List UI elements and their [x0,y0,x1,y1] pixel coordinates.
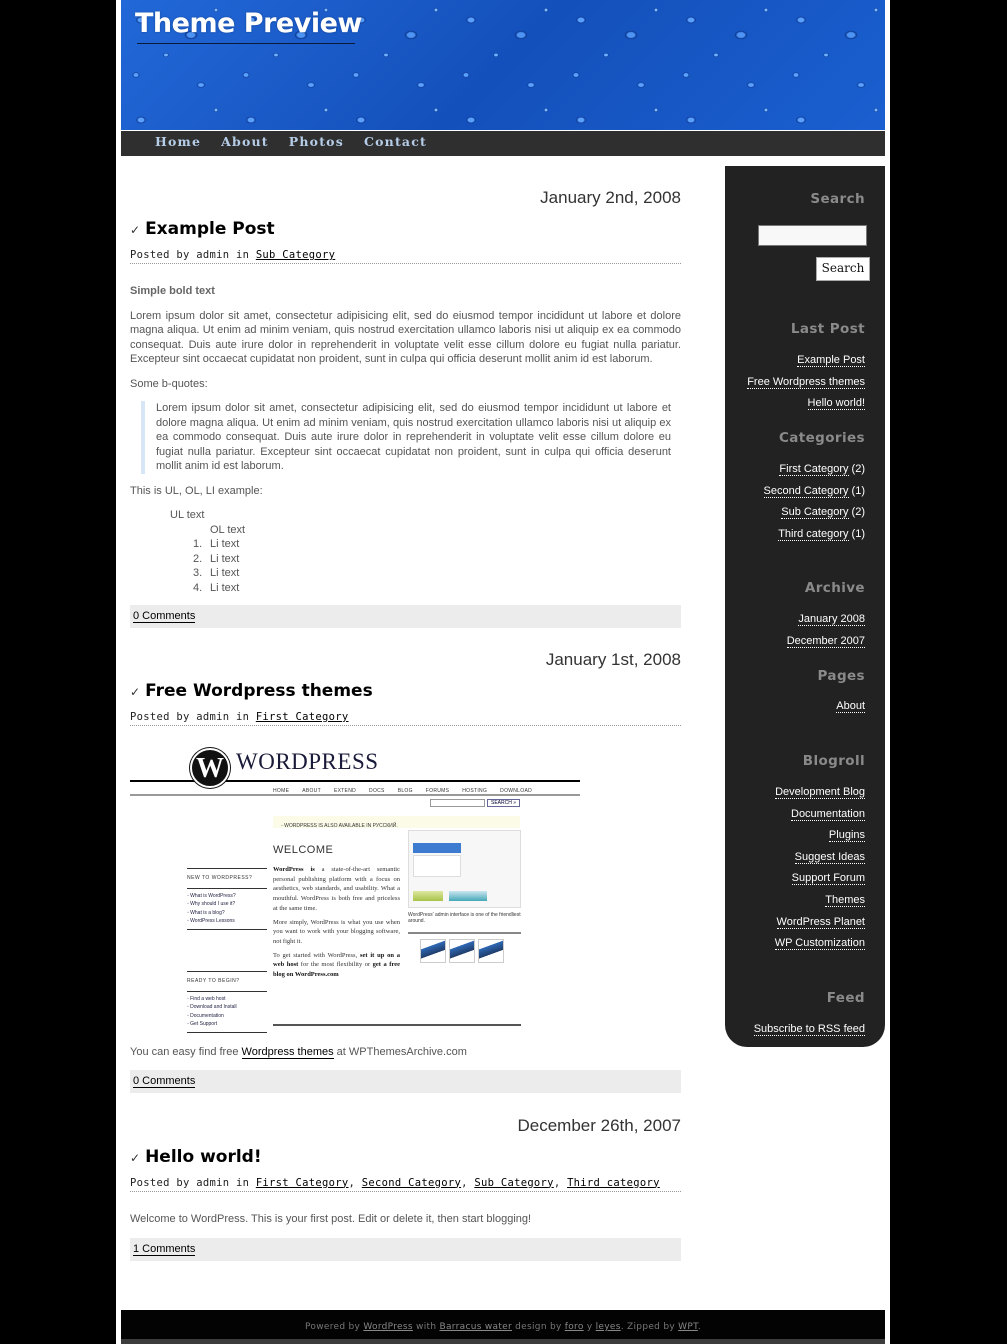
sidebar-heading-feed: Feed [826,990,865,1006]
post-title [130,681,681,701]
admin-thumbnail [408,830,521,908]
checkmark-icon: ✓ [130,685,141,699]
post-title [130,1147,681,1167]
footer-link-wordpress[interactable]: WordPress [363,1322,413,1332]
wordpress-logo-icon: W [190,748,230,788]
title-underline [137,43,355,44]
post-meta [130,711,681,726]
post-title-link[interactable]: Free Wordpress themes [145,681,373,701]
last-post-list [747,354,865,419]
sidebar-heading-pages: Pages [817,668,865,684]
wordpress-wordmark: WORDPRESS [236,749,379,774]
post-example [130,188,681,628]
blockquote: Lorem ipsum dolor sit amet, consectetur adipisicing elit, sed do eiusmod tempor incididunt ut labore et dolore magna aliqua. Ut enim ad minim veniam, quis nostrud exercitation ullamco laboris nisi ut aliquip ex ea commodo consequat. Duis aute irure dolor in reprehenderit in voluptate velit esse cillum dolore eu fugiat nulla pariatur. Excepteur sint occaecat cupidatat non proident, sunt in culpa qui officia deserunt mollit anim id est laborum. [141,401,671,474]
blogroll-list [775,786,865,959]
category-link[interactable]: First Category [255,1176,349,1189]
sidebar-heading-blogroll: Blogroll [802,753,865,769]
header-banner [121,0,885,130]
comments-link[interactable]: 0 Comments [133,610,196,622]
checkmark-icon: ✓ [130,1150,141,1165]
sidebar [725,166,885,1047]
category-link[interactable]: Third category [567,1176,660,1189]
category-link[interactable]: First Category [779,463,849,475]
search-button[interactable]: Search [816,257,870,281]
sidebar-heading-last-post: Last Post [790,321,865,337]
last-post-link[interactable]: Example Post [797,354,865,366]
archive-list [787,613,865,656]
footer-link-leyes[interactable]: leyes [595,1322,621,1332]
nav-photos[interactable]: Photos [288,134,344,149]
blogroll-link[interactable]: Plugins [828,829,865,842]
feed-list [754,1023,865,1045]
paragraph: Lorem ipsum dolor sit amet, consectetur adipisicing elit, sed do eiusmod tempor incididunt ut labore et dolore magna aliqua. Ut enim ad minim veniam, quis nostrud exercitation ullamco laboris nisi ut aliquip ex ea commodo consequat. Duis aute irure dolor in reprehenderit in voluptate velit esse cillum dolore eu fugiat nulla pariatur. Excepteur sint occaecat cupidatat non proident, sunt in culpa qui officia deserunt mollit anim id est laborum. [130,309,681,365]
blogroll-link[interactable]: WordPress Planet [776,915,865,928]
post-entry [130,746,681,1060]
post-date: January 2nd, 2008 [540,188,681,207]
blogroll-link[interactable]: Support Forum [791,872,865,885]
rss-feed-link[interactable]: Subscribe to RSS feed [753,1023,865,1035]
sidebar-heading-categories: Categories [778,430,865,446]
nav-contact[interactable]: Contact [363,134,428,149]
last-post-link[interactable]: Hello world! [807,397,865,410]
main-content [130,160,681,1261]
page-wrapper [116,0,890,1344]
meta-prefix: Posted by admin in [130,711,256,723]
nav-home[interactable]: Home [155,134,202,149]
post-title-link[interactable]: Example Post [145,219,275,239]
bold-heading: Simple bold text [130,285,215,297]
post-meta [130,249,681,264]
wordpress-themes-link[interactable]: Wordpress themes [241,1046,334,1058]
post-title [130,219,681,239]
list-item: 2. Li text [193,552,240,565]
checkmark-icon: ✓ [130,223,141,237]
category-link[interactable]: Sub Category [781,506,849,519]
sidebar-heading-archive: Archive [804,580,865,596]
blogroll-link[interactable]: Suggest Ideas [794,850,865,863]
post-entry [130,1212,681,1227]
main-nav [121,131,885,156]
pages-list [836,700,865,722]
comments-bar [130,1238,681,1261]
blogroll-link[interactable]: WP Customization [774,937,865,950]
bquote-label: Some b-quotes: [130,377,208,390]
nav-about[interactable]: About [221,134,269,149]
post-free-themes [130,650,681,1093]
comments-link[interactable]: 1 Comments [133,1243,196,1255]
footer-bar [121,1339,885,1344]
list-item: 4. Li text [193,581,240,594]
footer: Powered by WordPress with Barracus water design by foro y leyes. Zipped by WPT. [121,1310,885,1339]
last-post-link[interactable]: Free Wordpress themes [747,375,865,388]
category-link[interactable]: First Category [255,711,349,723]
paragraph: Welcome to WordPress. This is your first post. Edit or delete it, then start blogging! [130,1212,532,1225]
ordered-list [193,537,681,595]
post-date: January 1st, 2008 [545,650,681,669]
archive-link[interactable]: December 2007 [786,634,865,647]
ol-text: OL text [210,523,246,536]
site-title[interactable]: Theme Preview [135,8,362,39]
sidebar-heading-search: Search [810,191,865,207]
page-link[interactable]: About [836,700,865,712]
wordpress-screenshot-image: W WORDPRESS HOME ABOUT EXTEND DOCS BLOG FORUMS HOSTING DOWNLOAD SEARCH » ◦ WORDPRESS IS ALSO AVAILABLE IN РУССКИЙ. WELCOME WordPress is a state-of-the-art semantic personal publishing platform with a focus on aesthetics, web standards, and usability. What a mouthful. WordPress is both free and priceless at the same time. More simply, WordPress is what you use when you want to work with your blogging software, not fight it. To get started with WordPress, set it up on a web host for the most flexibility or get a free blog on WordPress.com NEW TO WORDPRESS? ◦ What is WordPress? ◦ Why should I use it? ◦ What is a blog? ◦ WordPress Lessons READY TO BEGIN? ◦ Find a web host ◦ Download and Install ◦ Documentation ◦ Get Support WordPress' admin interface is one of the friendliest around. [130,746,582,1031]
post-title-link[interactable]: Hello world! [145,1146,262,1167]
footer-link-wpt[interactable]: WPT [678,1322,698,1332]
blogroll-link[interactable]: Documentation [791,807,865,820]
blogroll-link[interactable]: Themes [825,893,865,906]
category-link[interactable]: Sub Category [255,249,336,261]
archive-link[interactable]: January 2008 [798,613,865,625]
meta-prefix: Posted by admin in [130,1176,256,1189]
post-meta: Posted by admin in First Category, Second Category, Sub Category, Third category [130,1177,681,1192]
ul-text: UL text [170,509,205,521]
post-hello-world [130,1116,681,1262]
post-date: December 26th, 2007 [517,1115,681,1135]
footer-link-barracus[interactable]: Barracus water [439,1322,512,1332]
paragraph: You can easy find free Wordpress themes at WPThemesArchive.com [130,1046,467,1058]
category-link[interactable]: Sub Category [474,1176,554,1189]
categories-list: First Category (2) Second Category (1) Sub Category (2) Third category (1) [763,463,865,540]
post-entry [130,284,681,595]
footer-link-foro[interactable]: foro [564,1322,584,1332]
list-label: This is UL, OL, LI example: [130,484,263,497]
blogroll-link[interactable]: Development Blog [775,786,865,798]
image-nav: HOME ABOUT EXTEND DOCS BLOG FORUMS HOSTING DOWNLOAD [273,788,533,794]
category-link[interactable]: Second Category [361,1176,462,1189]
comments-bar [130,605,681,628]
comments-link[interactable]: 0 Comments [133,1074,196,1087]
list-item: 3. Li text [193,567,240,579]
search-input[interactable] [758,225,867,246]
meta-prefix: Posted by admin in [130,249,256,261]
category-link[interactable]: Third category [778,527,849,540]
list-item: 1. Li text [193,538,240,550]
category-link[interactable]: Second Category [763,484,849,497]
comments-bar [130,1070,681,1093]
